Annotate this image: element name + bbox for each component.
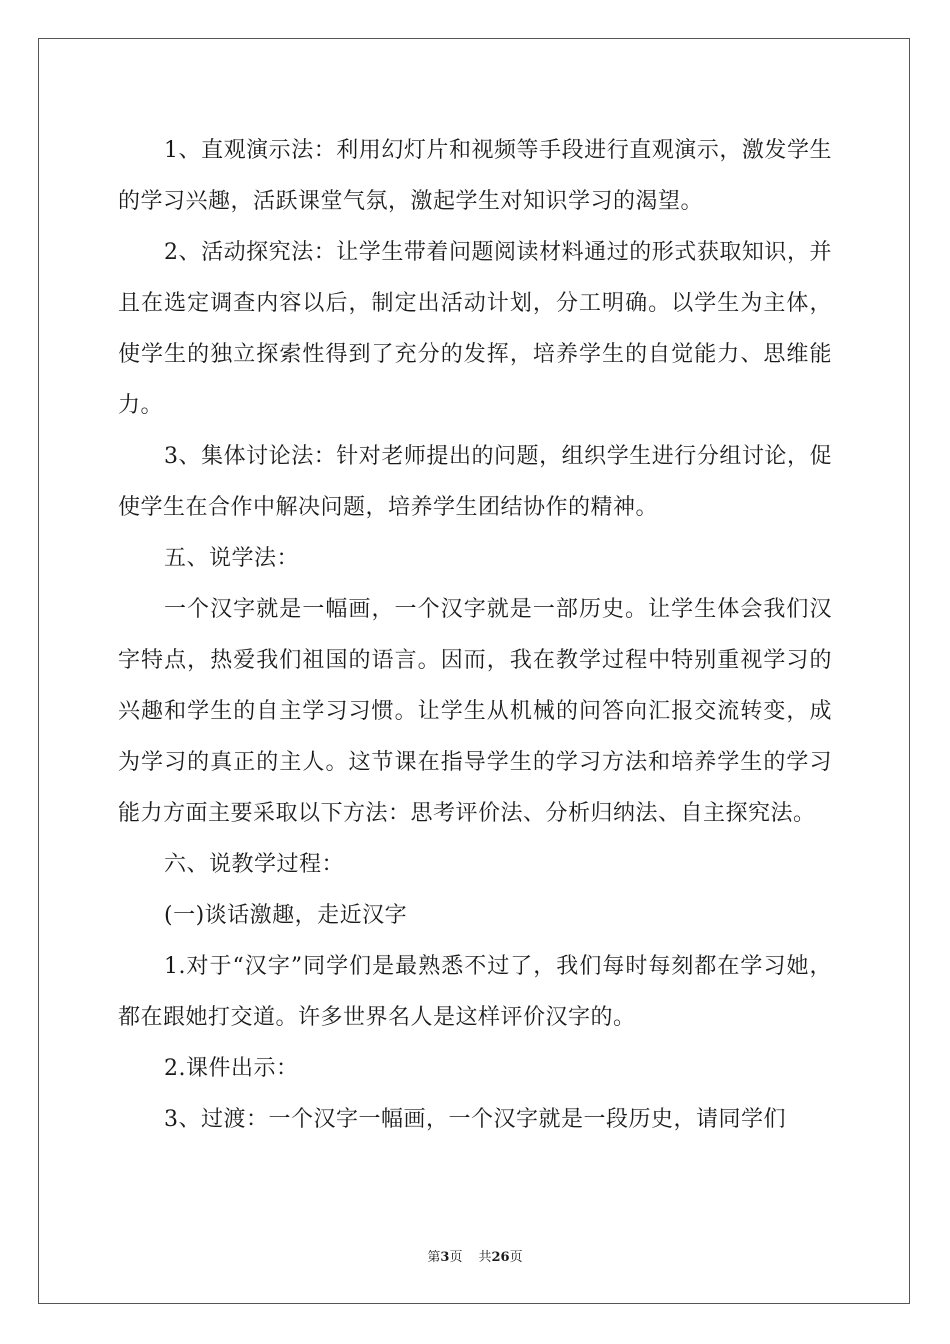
- total-pages: 26: [491, 1250, 510, 1265]
- subsection-heading: (一)谈话激趣，走近汉字: [164, 903, 408, 928]
- paragraph: 3、集体讨论法：针对老师提出的问题，组织学生进行分组讨论，促使学生在合作中解决问题，培养学生团结协作的精神。: [118, 444, 832, 520]
- section-heading: 六、说教学过程：: [164, 852, 345, 877]
- paragraph: 1.对于“汉字”同学们是最熟悉不过了，我们每时每刻都在学习她，都在跟她打交道。许多世界名人是这样评价汉字的。: [118, 954, 832, 1030]
- total-suffix: 页: [509, 1250, 523, 1265]
- page-suffix: 页: [449, 1250, 463, 1265]
- page-prefix: 第: [427, 1250, 441, 1265]
- document-body: [118, 125, 832, 1145]
- paragraph: 一个汉字就是一幅画，一个汉字就是一部历史。让学生体会我们汉字特点，热爱我们祖国的语言。因而，我在教学过程中特别重视学习的兴趣和学生的自主学习习惯。让学生从机械的问答向汇报交流转变，成为学习的真正的主人。这节课在指导学生的学习方法和培养学生的学习能力方面主要采取以下方法：思考评价法、分析归纳法、自主探究法。: [118, 597, 832, 826]
- paragraph: 3、过渡：一个汉字一幅画，一个汉字就是一段历史，请同学们: [164, 1107, 786, 1132]
- section-heading: 五、说学法：: [164, 546, 300, 571]
- page-footer: [0, 1246, 950, 1265]
- paragraph: 2、活动探究法：让学生带着问题阅读材料通过的形式获取知识，并且在选定调查内容以后，制定出活动计划，分工明确。以学生为主体，使学生的独立探索性得到了充分的发挥，培养学生的自觉能力、思维能力。: [118, 240, 832, 418]
- paragraph: 1、直观演示法：利用幻灯片和视频等手段进行直观演示，激发学生的学习兴趣，活跃课堂气氛，激起学生对知识学习的渴望。: [118, 138, 832, 214]
- total-prefix: 共: [478, 1250, 492, 1265]
- page-number: 3: [440, 1250, 450, 1265]
- paragraph: 2.课件出示：: [164, 1056, 299, 1081]
